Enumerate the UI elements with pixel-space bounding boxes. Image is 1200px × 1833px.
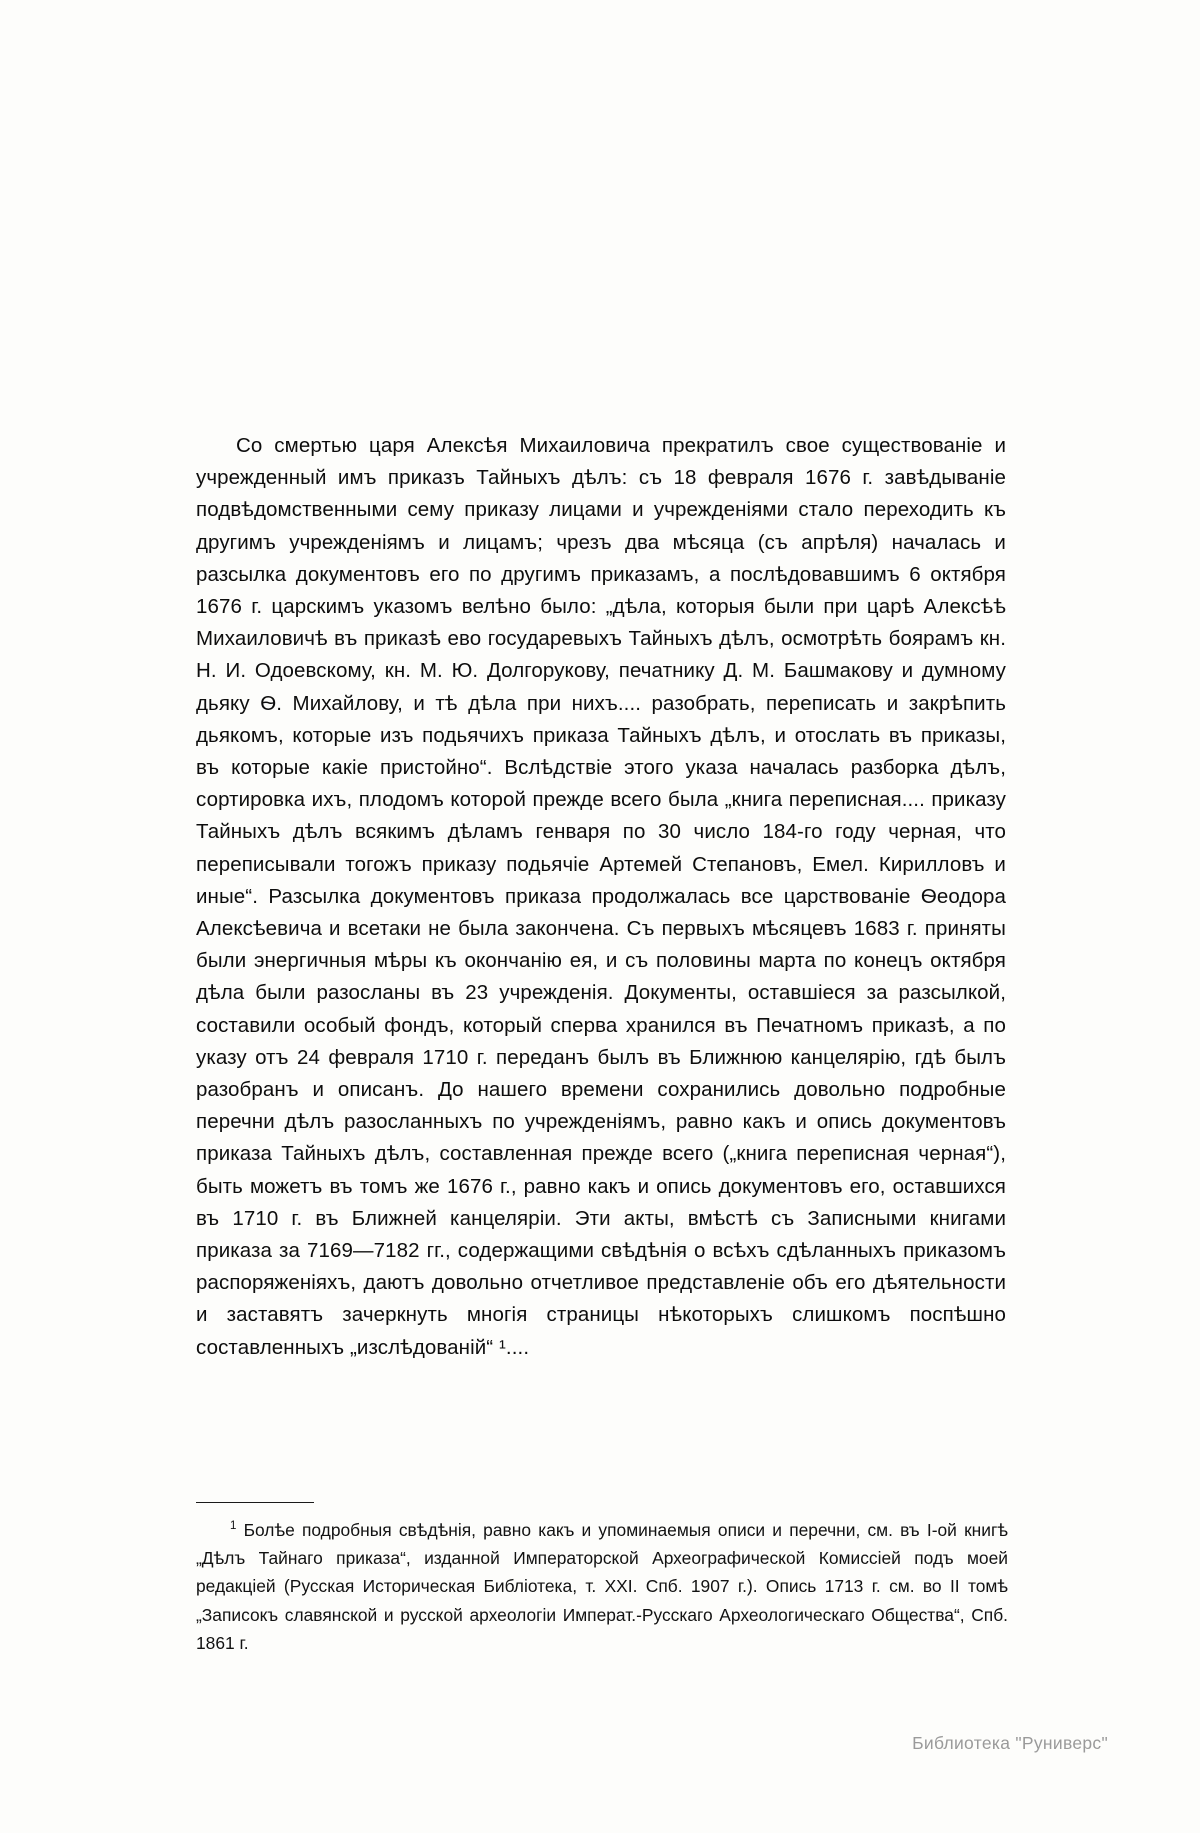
library-watermark: Библиотека "Руниверс" [912, 1733, 1108, 1753]
body-paragraph: Со смертью царя Алексѣя Михаиловича прекратилъ свое существованіе и учрежденный имъ приказъ Тайныхъ дѣлъ: съ 18 февраля 1676 г. завѣдываніе подвѣдомственными сему приказу лицами и учрежденіями стало переходить къ другимъ учрежденіямъ и лицамъ; чрезъ два мѣсяца (съ апрѣля) началась и разсылка документовъ его по другимъ приказамъ, а послѣдовавшимъ 6 октября 1676 г. царскимъ указомъ велѣно было: „дѣла, которыя были при царѣ Алексѣѣ Михаиловичѣ въ приказѣ ево государевыхъ Тайныхъ дѣлъ, осмотрѣть боярамъ кн. Н. И. Одоевскому, кн. М. Ю. Долгорукову, печатнику Д. М. Башмакову и думному дьяку Ѳ. Михайлову, и тѣ дѣла при нихъ.... разобрать, переписать и закрѣпить дьякомъ, которые изъ подьячихъ приказа Тайныхъ дѣлъ, и отослать въ приказы, въ которые какіе пристойно“. Вслѣдствіе этого указа началась разборка дѣлъ, сортировка ихъ, плодомъ которой прежде всего была „книга переписная.... приказу Тайныхъ дѣлъ всякимъ дѣламъ генваря по 30 число 184-го году черная, что переписывали тогожъ приказу подьячіе Артемей Степановъ, Емел. Кирилловъ и иные“. Разсылка документовъ приказа продолжалась все царствованіе Ѳеодора Алексѣевича и всетаки не была закончена. Съ первыхъ мѣсяцевъ 1683 г. приняты были энергичныя мѣры къ окончанію ея, и съ половины марта по конецъ октября дѣла были разосланы въ 23 учрежденія. Документы, оставшіеся за разсылкой, составили особый фондъ, который сперва хранился въ Печатномъ приказѣ, а по указу отъ 24 февраля 1710 г. переданъ былъ въ Ближнюю канцелярію, гдѣ былъ разобранъ и описанъ. До нашего времени сохранились довольно подробные перечни дѣлъ разосланныхъ по учрежденіямъ, равно какъ и опись документовъ приказа Тайныхъ дѣлъ, составленная прежде всего („книга переписная черная“), быть можетъ въ томъ же 1676 г., равно какъ и опись документовъ его, оставшихся въ 1710 г. въ Ближней канцеляріи. Эти акты, вмѣстѣ съ Записными книгами приказа за 7169—7182 гг., содержащими свѣдѣнія о всѣхъ сдѣланныхъ приказомъ распоряженіяхъ, даютъ довольно отчетливое представленіе объ его дѣятельности и заставятъ зачеркнуть многія страницы нѣкоторыхъ слишкомъ поспѣшно составленныхъ „изслѣдованій“ ¹.... [196, 434, 1006, 1359]
footnote-text: Болѣе подробныя свѣдѣнія, равно какъ и упоминаемыя описи и перечни, см. въ I-ой книгѣ „Дѣлъ Тайнаго приказа“, изданной Императорской Археографической Комиссіей подъ моей редакціей (Русская Историческая Библіотека, т. XXI. Спб. 1907 г.). Опись 1713 г. см. во II томѣ „Записокъ славянской и русской археологіи Императ.-Русскаго Археологическаго Общества“, Спб. 1861 г. [196, 1520, 1008, 1653]
footnote-block [196, 1516, 1008, 1657]
footnote-separator [196, 1502, 314, 1503]
footnote-marker: 1 [230, 1520, 237, 1533]
footnote-paragraph [196, 1516, 1008, 1657]
main-text-block [196, 430, 1006, 1364]
